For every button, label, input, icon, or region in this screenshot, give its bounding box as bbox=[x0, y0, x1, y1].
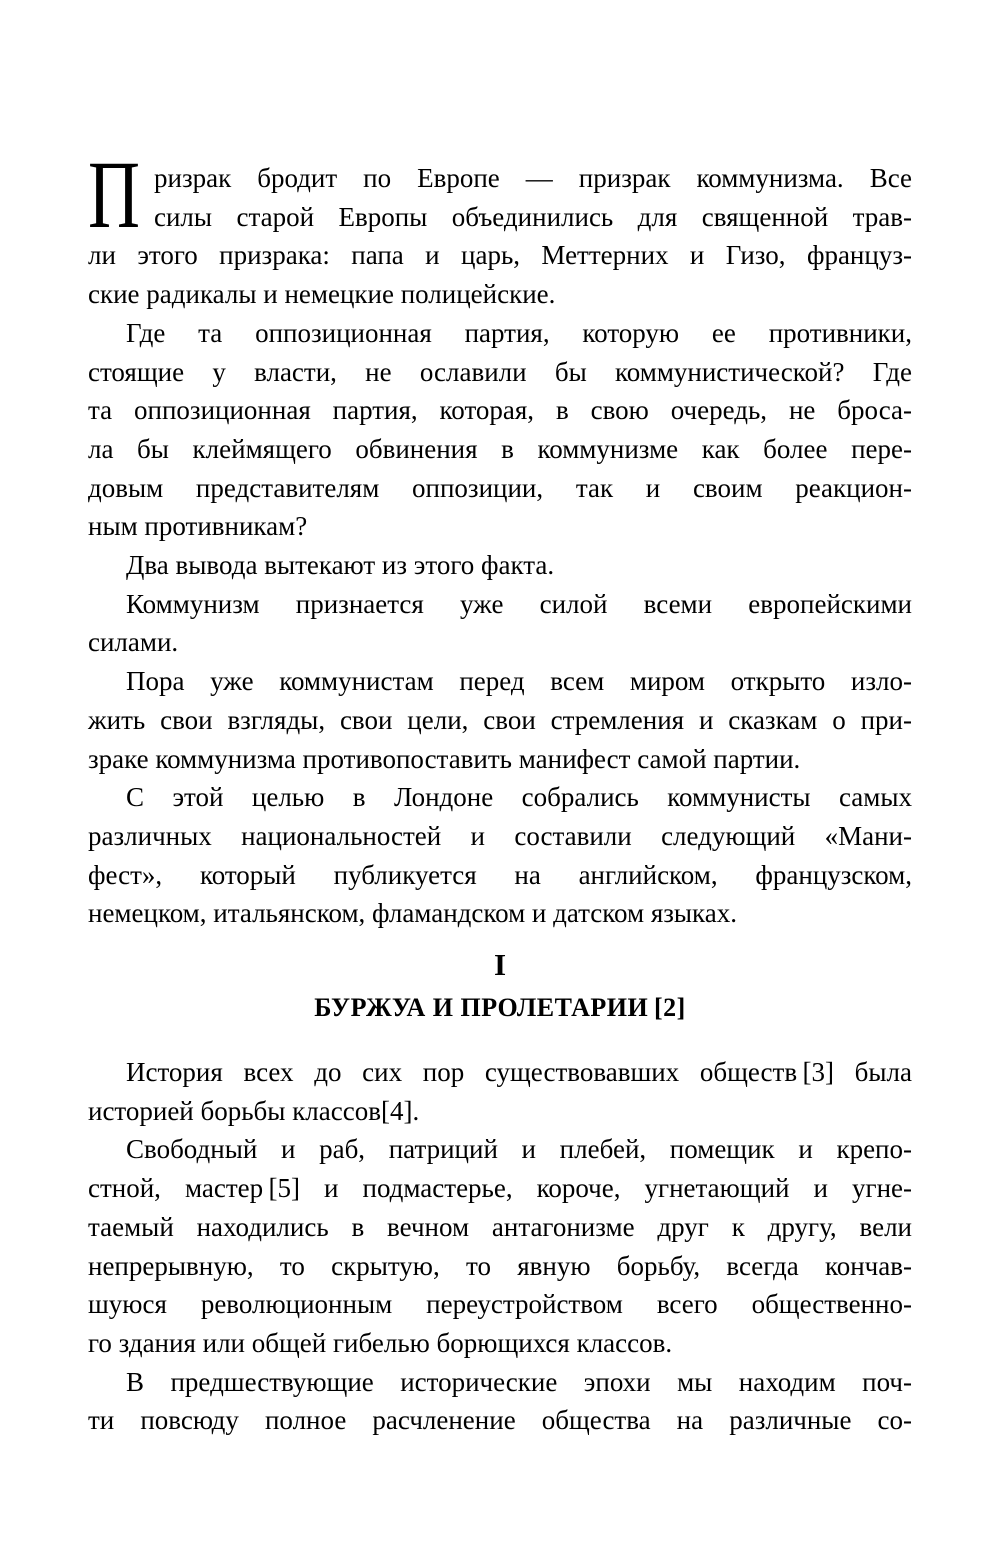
text-line: та оппозиционная партия, которая, в свою очередь, не броса- bbox=[88, 395, 912, 426]
section-number: I bbox=[493, 947, 507, 983]
text-line: ным противникам? bbox=[88, 511, 308, 542]
text-line: Коммунизм признается уже силой всеми европейскими bbox=[126, 588, 912, 619]
text-line: ризрак бродит по Европе — призрак коммунизма. Все bbox=[154, 163, 912, 193]
text-line: силы старой Европы объединились для священной трав- bbox=[154, 201, 912, 232]
text-line: зраке коммунизма противопоставить манифест самой партии. bbox=[88, 743, 801, 774]
text-line: ские радикалы и немецкие полицейские. bbox=[88, 279, 556, 310]
text-line: различных национальностей и составили следующий «Мани- bbox=[88, 820, 912, 851]
text-line: В предшествующие исторические эпохи мы находим поч- bbox=[126, 1366, 912, 1397]
text-line: шуюся революционным переустройством всего общественно- bbox=[88, 1289, 912, 1320]
section-title: БУРЖУА И ПРОЛЕТАРИИ [2] bbox=[314, 993, 686, 1023]
preamble-paragraphs bbox=[88, 141, 912, 933]
text-line: История всех до сих пор существовавших обществ [3] была bbox=[126, 1057, 912, 1088]
text-line: стной, мастер [5] и подмастерье, короче, угнетающий и угне- bbox=[88, 1173, 912, 1204]
text-line: Два вывода вытекают из этого факта. bbox=[126, 550, 555, 581]
paragraph bbox=[88, 546, 912, 585]
paragraph bbox=[88, 1363, 912, 1440]
drop-cap: П bbox=[88, 141, 140, 248]
text-line: го здания или общей гибелью борющихся классов. bbox=[88, 1327, 673, 1358]
text-line: Свободный и раб, патриций и плебей, помещик и крепо- bbox=[126, 1134, 912, 1165]
text-block bbox=[88, 0, 912, 1440]
paragraph bbox=[88, 778, 912, 933]
text-line: Пора уже коммунистам перед всем миром открыто изло- bbox=[126, 666, 912, 697]
text-line: таемый находились в вечном антагонизме друг к другу, вели bbox=[88, 1211, 912, 1242]
paragraph bbox=[88, 585, 912, 662]
paragraph bbox=[88, 1130, 912, 1362]
text-line: историей борьбы классов[4]. bbox=[88, 1095, 420, 1126]
paragraph bbox=[88, 141, 912, 314]
text-line: фест», который публикуется на английском, французском, bbox=[88, 859, 912, 890]
text-line: ти повсюду полное расчленение общества на различные со- bbox=[88, 1405, 912, 1436]
text-line: жить свои взгляды, свои цели, свои стремления и сказкам о при- bbox=[88, 704, 912, 735]
text-line: немецком, итальянском, фламандском и датском языках. bbox=[88, 898, 738, 929]
text-line: Где та оппозиционная партия, которую ее противники, bbox=[126, 317, 912, 348]
text-line: ли этого призрака: папа и царь, Меттерних и Гизо, француз- bbox=[88, 240, 912, 271]
paragraph bbox=[88, 314, 912, 546]
text-line: С этой целью в Лондоне собрались коммунисты самых bbox=[126, 782, 912, 813]
paragraph bbox=[88, 1053, 912, 1130]
text-line: непрерывную, то скрытую, то явную борьбу, всегда кончав- bbox=[88, 1250, 912, 1281]
text-line: стоящие у власти, не ославили бы коммунистической? Где bbox=[88, 356, 912, 387]
text-line: довым представителям оппозиции, так и своим реакцион- bbox=[88, 472, 912, 503]
text-line: силами. bbox=[88, 627, 179, 658]
text-line: ла бы клеймящего обвинения в коммунизме как более пере- bbox=[88, 433, 912, 464]
paragraph bbox=[88, 662, 912, 778]
chapter-paragraphs bbox=[88, 1053, 912, 1440]
